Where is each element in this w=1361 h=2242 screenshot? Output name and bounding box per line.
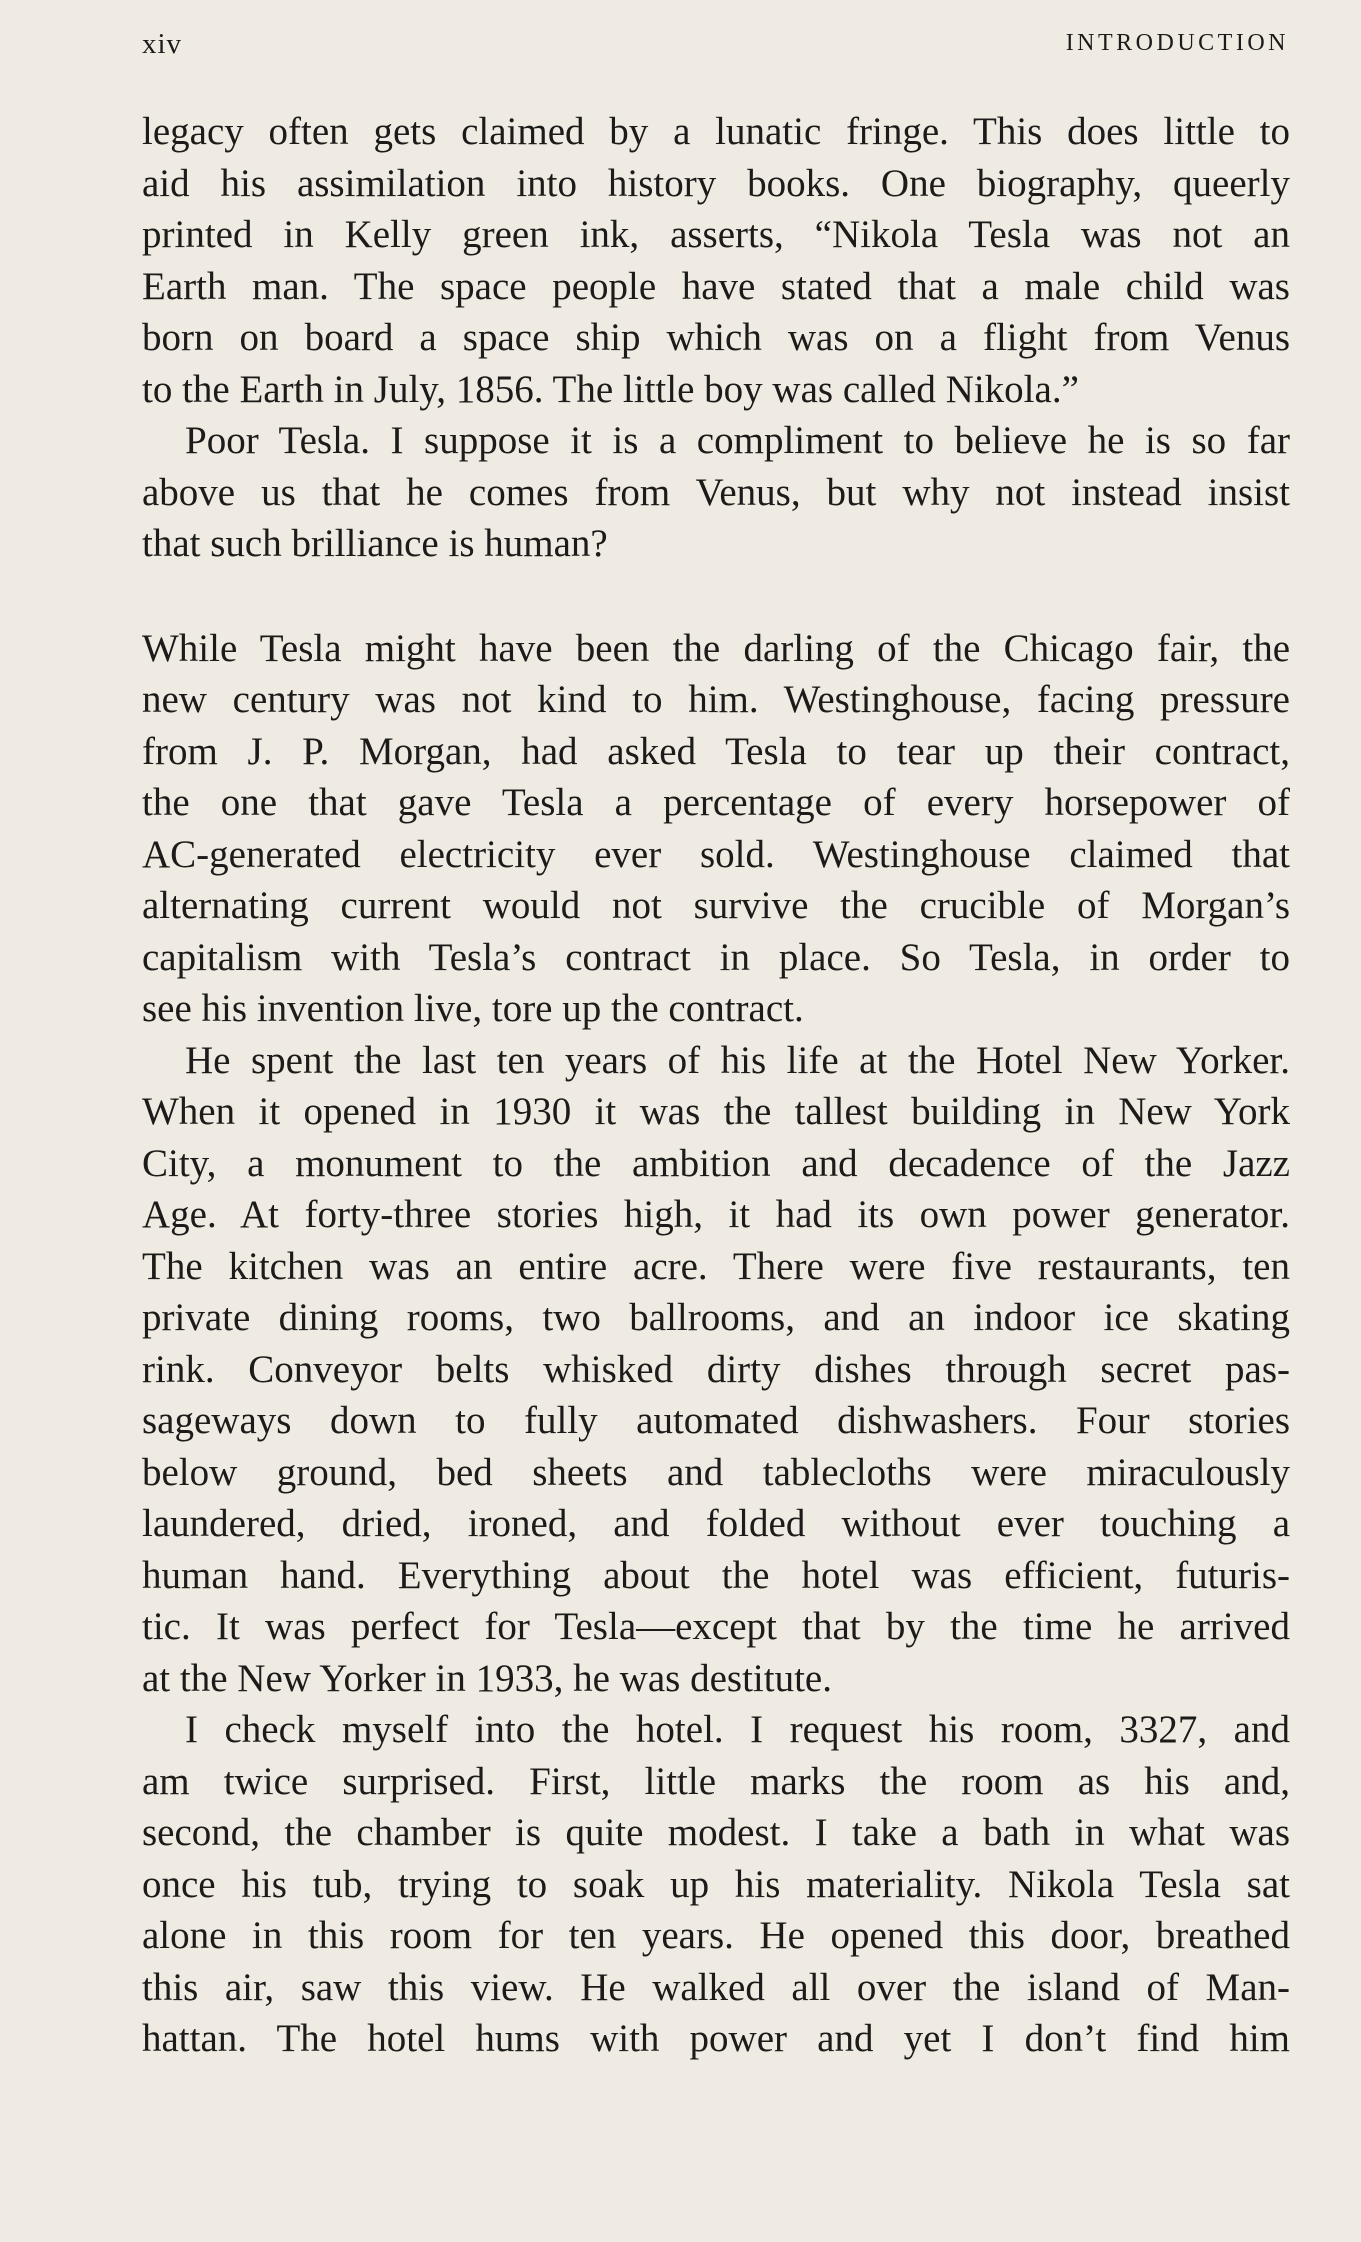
- text-line: Earth man. The space people have stated that a male child was: [142, 264, 1290, 308]
- text-line: alone in this room for ten years. He opened this door, breathed: [142, 1914, 1290, 1957]
- text-line: laundered, dried, ironed, and folded without ever touching a: [142, 1502, 1290, 1545]
- section-break: [142, 570, 1290, 623]
- text-line: AC-generated electricity ever sold. Westinghouse claimed that: [142, 832, 1290, 876]
- text-line: born on board a space ship which was on a flight from Venus: [142, 316, 1290, 359]
- chapter-title: INTRODUCTION: [1065, 30, 1289, 56]
- text-line: hattan. The hotel hums with power and yet I don’t find him: [142, 2017, 1290, 2060]
- text-line: printed in Kelly green ink, asserts, “Nikola Tesla was not an: [142, 213, 1290, 256]
- text-line: sageways down to fully automated dishwashers. Four stories: [142, 1399, 1290, 1442]
- text-line: new century was not kind to him. Westinghouse, facing pressure: [142, 678, 1290, 721]
- text-line: He spent the last ten years of his life at the Hotel New Yorker.: [185, 1038, 1290, 1082]
- paragraph-1: [142, 106, 1290, 415]
- text-line: at the New Yorker in 1933, he was destitute.: [142, 1656, 832, 1700]
- text-line: am twice surprised. First, little marks the room as his and,: [142, 1759, 1290, 1803]
- text-line: capitalism with Tesla’s contract in place. So Tesla, in order to: [142, 935, 1290, 979]
- text-line: private dining rooms, two ballrooms, and an indoor ice skating: [142, 1296, 1290, 1339]
- text-line: human hand. Everything about the hotel was efficient, futuris-: [142, 1553, 1290, 1597]
- text-line: from J. P. Morgan, had asked Tesla to tear up their contract,: [142, 729, 1290, 773]
- text-line: When it opened in 1930 it was the tallest building in New York: [142, 1090, 1290, 1133]
- text-line: aid his assimilation into history books. One biography, queerly: [142, 161, 1290, 205]
- text-line: once his tub, trying to soak up his materiality. Nikola Tesla sat: [142, 1862, 1290, 1906]
- text-line: Poor Tesla. I suppose it is a compliment to believe he is so far: [185, 419, 1290, 462]
- text-line: The kitchen was an entire acre. There were five restaurants, ten: [142, 1244, 1290, 1288]
- running-head: [142, 26, 1289, 66]
- paragraph-2: [142, 415, 1290, 570]
- page-number: xiv: [142, 28, 183, 60]
- paragraph-5: [142, 1704, 1290, 2065]
- text-line: below ground, bed sheets and tablecloths were miraculously: [142, 1450, 1290, 1494]
- text-line: I check myself into the hotel. I request his room, 3327, and: [185, 1708, 1290, 1751]
- text-line: that such brilliance is human?: [142, 522, 608, 565]
- text-line: alternating current would not survive the crucible of Morgan’s: [142, 884, 1290, 927]
- text-line: While Tesla might have been the darling of the Chicago fair, the: [142, 626, 1290, 670]
- paragraph-4: [142, 1035, 1290, 1705]
- text-line: second, the chamber is quite modest. I take a bath in what was: [142, 1811, 1290, 1854]
- text-line: to the Earth in July, 1856. The little boy was called Nikola.”: [142, 367, 1079, 411]
- text-line: Age. At forty-three stories high, it had its own power generator.: [142, 1193, 1290, 1236]
- text-line: tic. It was perfect for Tesla—except that by the time he arrived: [142, 1605, 1290, 1648]
- text-line: legacy often gets claimed by a lunatic fringe. This does little to: [142, 110, 1290, 153]
- text-line: City, a monument to the ambition and decadence of the Jazz: [142, 1141, 1290, 1185]
- text-line: the one that gave Tesla a percentage of every horsepower of: [142, 781, 1290, 824]
- text-line: rink. Conveyor belts whisked dirty dishes through secret pas-: [142, 1347, 1290, 1391]
- text-line: this air, saw this view. He walked all over the island of Man-: [142, 1965, 1290, 2009]
- text-line: see his invention live, tore up the contract.: [142, 987, 804, 1030]
- text-line: above us that he comes from Venus, but why not instead insist: [142, 470, 1290, 514]
- body-text: [142, 106, 1290, 2065]
- paragraph-3: [142, 623, 1290, 1035]
